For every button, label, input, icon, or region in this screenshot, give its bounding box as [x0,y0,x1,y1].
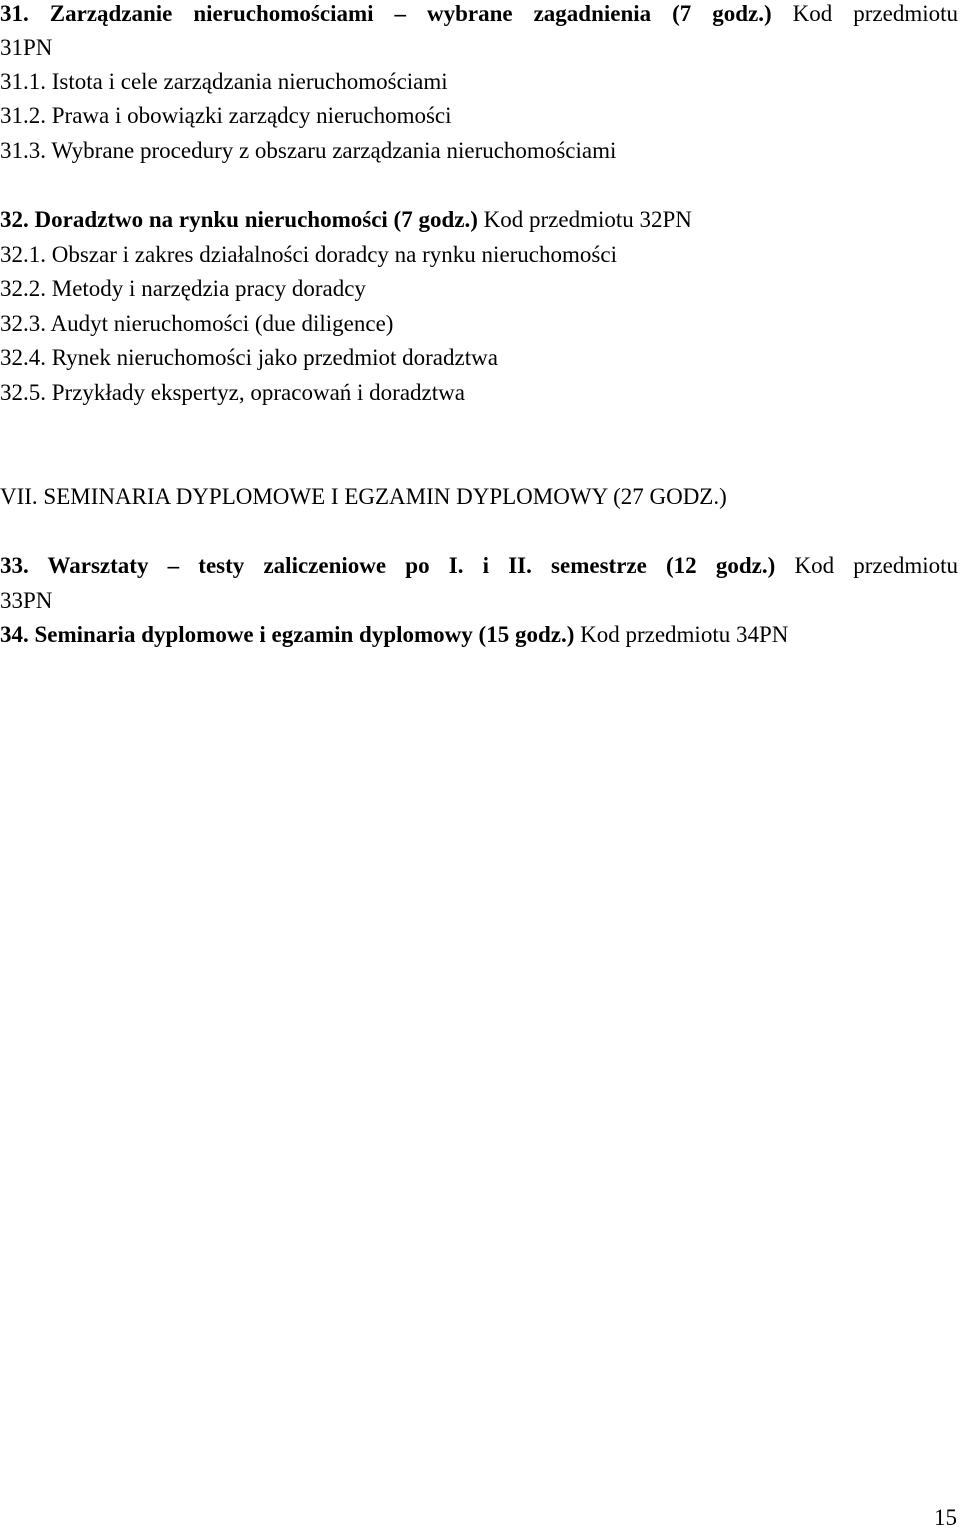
item-32-2: 32.2. Metody i narzędzia pracy doradcy [0,276,366,301]
section-32-code-label: Kod przedmiotu 32PN [483,207,692,232]
item-31-2: 31.2. Prawa i obowiązki zarządcy nieruchomości [0,103,452,128]
page-number: 15 [934,1505,957,1530]
section-31-code-label: Kod przedmiotu [792,1,959,26]
section-31-heading [0,0,958,31]
section-31-code: 31PN [0,35,53,60]
item-31-1: 31.1. Istota i cele zarządzania nieruchomościami [0,69,448,94]
section-33-title: 33. Warsztaty – testy zaliczeniowe po I. i II. semestrze (12 godz.) [0,553,776,578]
section-32-heading [0,203,958,237]
part-vii-heading: VII. SEMINARIA DYPLOMOWE I EGZAMIN DYPLOMOWY (27 GODZ.) [0,484,727,509]
item-32-3: 32.3. Audyt nieruchomości (due diligence) [0,311,394,336]
item-31-3: 31.3. Wybrane procedury z obszaru zarządzania nieruchomościami [0,138,617,163]
section-31-title: 31. Zarządzanie nieruchomościami – wybrane zagadnienia (7 godz.) [0,1,772,26]
section-34-heading [0,618,958,652]
item-32-1: 32.1. Obszar i zakres działalności doradcy na rynku nieruchomości [0,242,617,267]
section-32-title: 32. Doradztwo na rynku nieruchomości (7 godz.) [0,207,478,232]
section-33-code-label: Kod przedmiotu [794,553,958,578]
section-34-title: 34. Seminaria dyplomowe i egzamin dyplomowy (15 godz.) [0,622,575,647]
item-32-5: 32.5. Przykłady ekspertyz, opracowań i doradztwa [0,380,465,405]
section-33-heading [0,549,958,583]
section-33-code: 33PN [0,588,53,613]
item-32-4: 32.4. Rynek nieruchomości jako przedmiot doradztwa [0,345,498,370]
section-34-code-label: Kod przedmiotu 34PN [580,622,789,647]
